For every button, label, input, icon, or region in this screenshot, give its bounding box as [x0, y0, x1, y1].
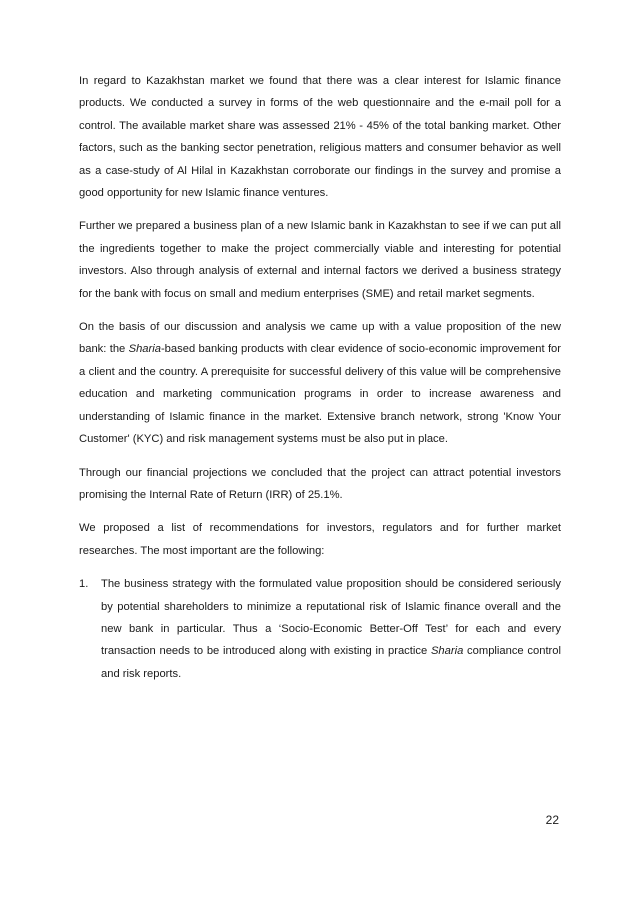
list-item	[79, 573, 561, 685]
paragraph-business-plan: Further we prepared a business plan of a new Islamic bank in Kazakhstan to see if we can put all the ingredients together to make the project commercially viable and interesting for potential investors. Also through analysis of external and internal factors we derived a business strategy for the bank with focus on small and medium enterprises (SME) and retail market segments.	[79, 220, 561, 300]
page-number: 22	[545, 813, 559, 827]
paragraph-financial-projections: Through our financial projections we concluded that the project can attract potential investors promising the Internal Rate of Return (IRR) of 25.1%.	[79, 466, 561, 501]
list-item-text-start: The business strategy with the formulated value proposition should be considered seriously by potential shareholders to minimize a reputational risk of Islamic finance overall and the new bank in particular. Thus a ‘Socio-Economic Better-Off Test’ for each and every transaction needs to be introduced along with existing in practice	[101, 578, 561, 658]
paragraph-value-proposition	[79, 316, 561, 450]
paragraph-kazakhstan-market: In regard to Kazakhstan market we found that there was a clear interest for Islamic finance products. We conducted a survey in forms of the web questionnaire and the e-mail poll for a control. The available market share was assessed 21% - 45% of the total banking market. Other factors, such as the banking sector penetration, religious matters and consumer behavior as well as a case-study of Al Hilal in Kazakhstan corroborate our findings in the survey and promise a good opportunity for new Islamic finance ventures.	[79, 75, 561, 200]
recommendations-list	[79, 573, 561, 685]
body-text	[79, 70, 561, 685]
list-item-text-end: compliance control and risk reports.	[101, 645, 561, 680]
sharia-italic-term: Sharia	[430, 645, 464, 658]
list-item-number: 1.	[79, 578, 89, 591]
value-proposition-text-end: -based banking products with clear evidence of socio-economic improvement for a client and the country. A prerequisite for successful delivery of this value will be comprehensive education and marketing communication programs in order to increase awareness and understanding of Islamic finance in the market. Extensive branch network, strong 'Know Your Customer' (KYC) and risk management systems must be also put in place.	[79, 343, 561, 446]
value-proposition-text-start: On the basis of our discussion and analysis we came up with a value proposition of the new bank: the	[79, 321, 561, 356]
sharia-italic-term: Sharia	[128, 343, 161, 356]
paragraph-recommendations-intro: We proposed a list of recommendations for investors, regulators and for further market researches. The most important are the following:	[79, 522, 561, 557]
